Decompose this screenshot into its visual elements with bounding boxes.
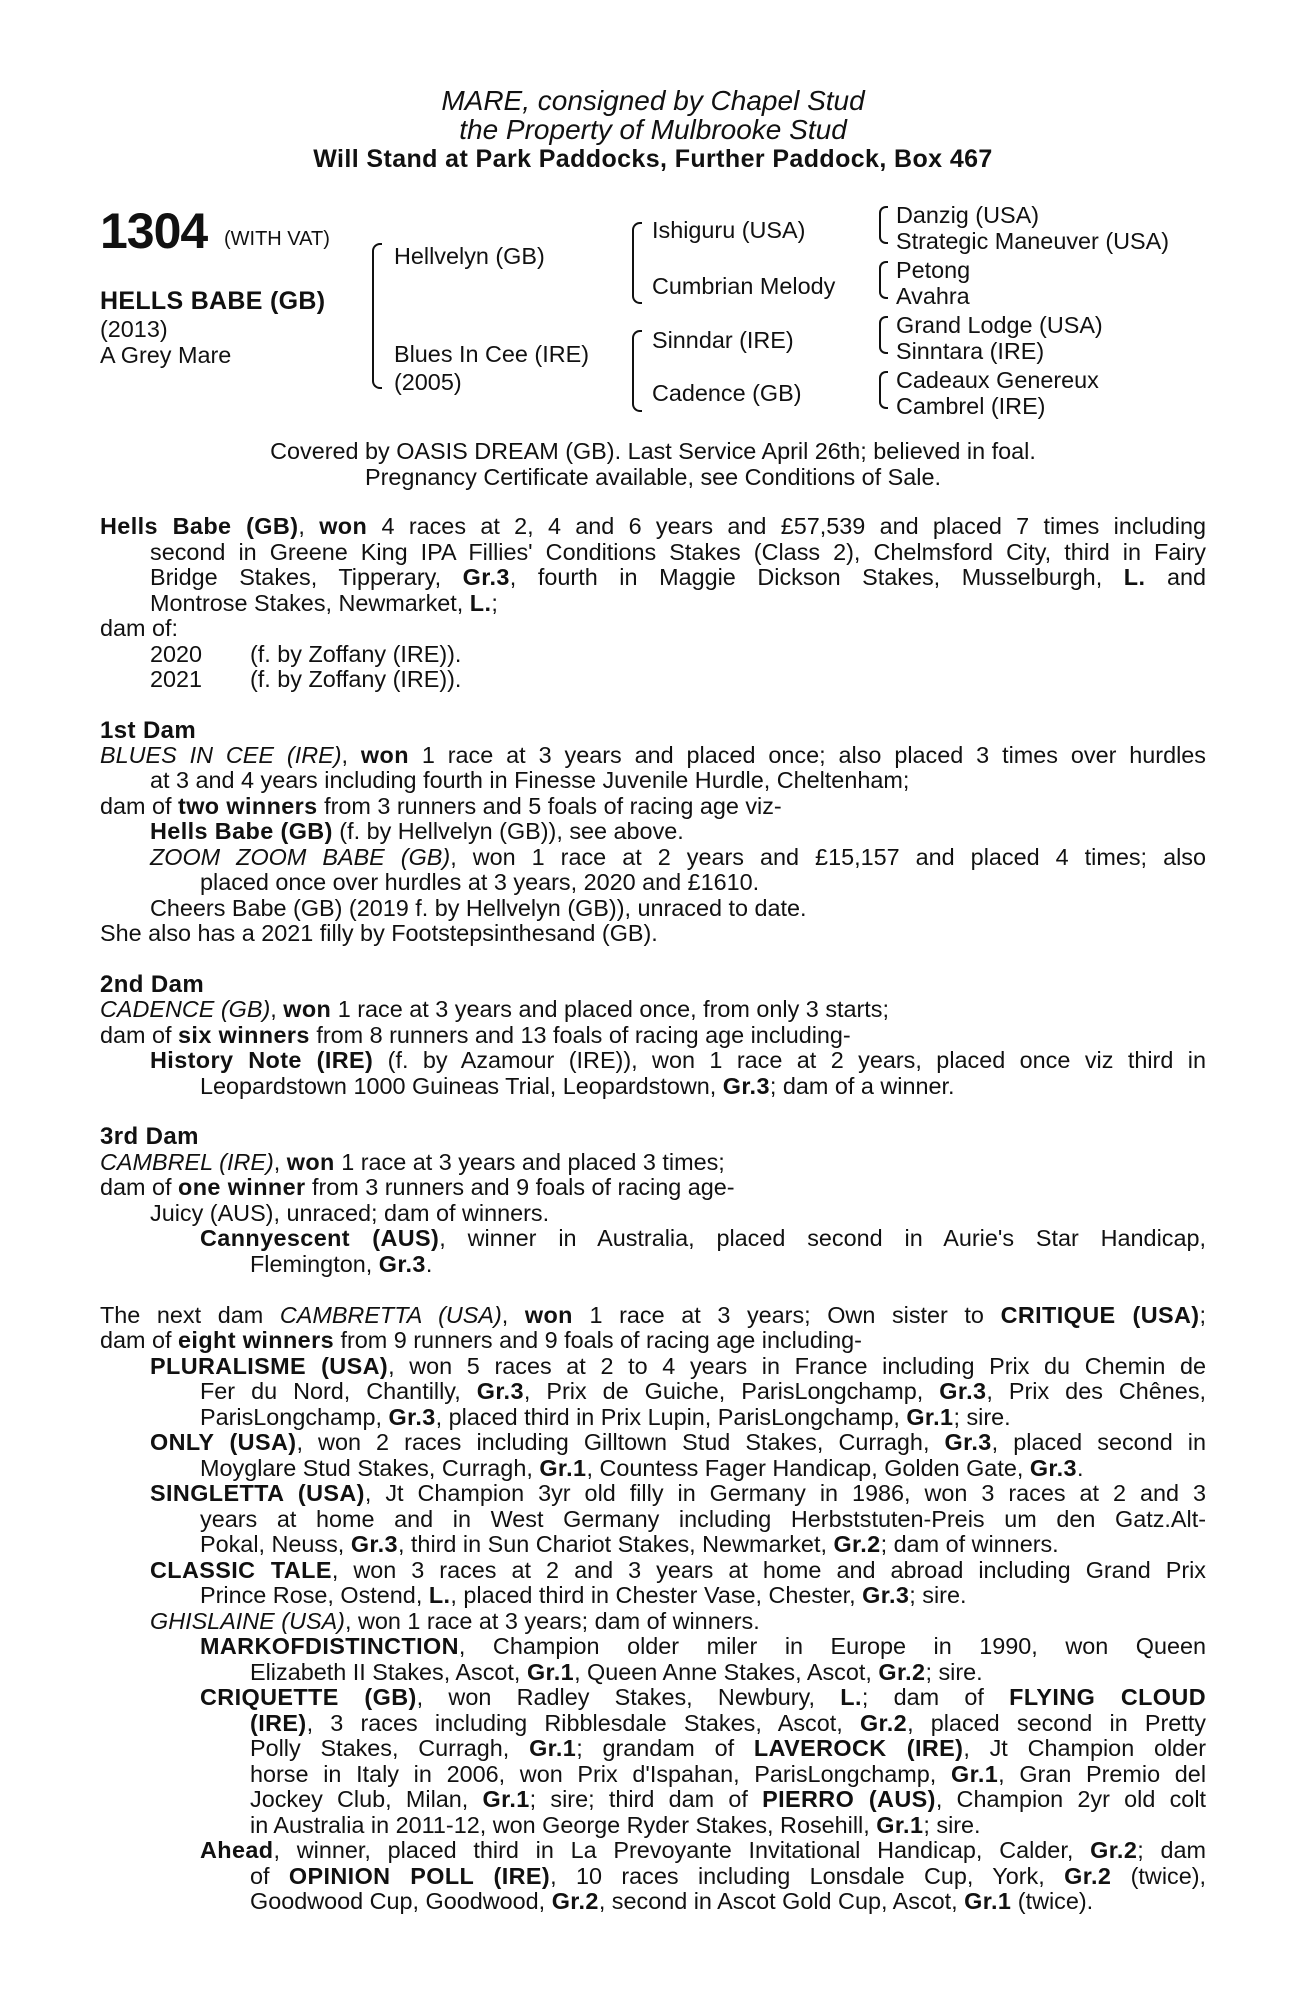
intro-line-4: Montrose Stakes, Newmarket, L.;: [150, 590, 498, 616]
header-location: Will Stand at Park Paddocks, Further Paddock, Box 467: [313, 145, 993, 173]
pedigree-brace-g3-4: [879, 371, 888, 409]
first-dam-line-2: at 3 and 4 years including fourth in Finesse Juvenile Hurdle, Cheltenham;: [150, 767, 910, 793]
third-dam-heading: 3rd Dam: [100, 1123, 199, 1150]
pedigree-brace-gen1: [372, 243, 382, 389]
third-dam-damof: dam of one winner from 3 runners and 9 foals of racing age-: [100, 1174, 735, 1200]
foal-desc-2020: (f. by Zoffany (IRE)).: [250, 641, 462, 667]
pedigree-sire-dam: Cumbrian Melody: [652, 273, 836, 299]
pedigree-brace-g3-3: [879, 316, 888, 354]
pedigree-gen3-4: Avahra: [896, 283, 970, 309]
markofdistinction-line-2: Elizabeth II Stakes, Ascot, Gr.1, Queen Anne Stakes, Ascot, Gr.2; sire.: [250, 1659, 983, 1685]
pluralisme-line-2: Fer du Nord, Chantilly, Gr.3, Prix de Guiche, ParisLongchamp, Gr.3, Prix des Chênes,: [200, 1378, 1207, 1404]
pedigree-gen3-2: Strategic Maneuver (USA): [896, 228, 1169, 254]
singletta-line-1: SINGLETTA (USA), Jt Champion 3yr old filly in Germany in 1986, won 3 races at 2 and 3: [150, 1480, 1206, 1506]
ahead-line-1: Ahead, winner, placed third in La Prevoyante Invitational Handicap, Calder, Gr.2; dam: [200, 1837, 1207, 1863]
pedigree-dam-sire: Sinndar (IRE): [652, 327, 794, 353]
first-dam-damof: dam of two winners from 3 runners and 5 foals of racing age viz-: [100, 793, 782, 819]
pedigree-brace-sire: [632, 222, 642, 304]
first-dam-produce-2: ZOOM ZOOM BABE (GB), won 1 race at 2 years and £15,157 and placed 4 times; also: [150, 844, 1206, 870]
intro-damof: dam of:: [100, 615, 179, 641]
foal-year-2020: 2020: [150, 641, 203, 667]
pedigree-brace-g3-2: [879, 261, 888, 299]
only-line-2: Moyglare Stud Stakes, Curragh, Gr.1, Countess Fager Handicap, Golden Gate, Gr.3.: [200, 1455, 1084, 1481]
pedigree-brace-g3-1: [879, 206, 888, 244]
criquette-line-1: CRIQUETTE (GB), won Radley Stakes, Newbury, L.; dam of FLYING CLOUD: [200, 1684, 1206, 1710]
ahead-line-3: Goodwood Cup, Goodwood, Gr.2, second in Ascot Gold Cup, Ascot, Gr.1 (twice).: [250, 1888, 1094, 1914]
first-dam-produce-3: Cheers Babe (GB) (2019 f. by Hellvelyn (GB)), unraced to date.: [150, 895, 807, 921]
header-consignor: MARE, consigned by Chapel Stud: [441, 85, 865, 116]
second-dam-damof: dam of six winners from 8 runners and 13 foals of racing age including-: [100, 1022, 851, 1048]
criquette-line-2: (IRE), 3 races including Ribblesdale Stakes, Ascot, Gr.2, placed second in Pretty: [250, 1710, 1206, 1736]
criquette-line-6: in Australia in 2011-12, won George Ryder Stakes, Rosehill, Gr.1; sire.: [250, 1812, 981, 1838]
first-dam-heading: 1st Dam: [100, 717, 197, 744]
horse-year: (2013): [100, 316, 168, 342]
header-property: the Property of Mulbrooke Stud: [459, 114, 847, 145]
criquette-line-4: horse in Italy in 2006, won Prix d'Ispahan, ParisLongchamp, Gr.1, Gran Premio del: [250, 1761, 1207, 1787]
only-line-1: ONLY (USA), won 2 races including Gilltown Stud Stakes, Curragh, Gr.3, placed second in: [150, 1429, 1206, 1455]
classic-tale-line-1: CLASSIC TALE, won 3 races at 2 and 3 years at home and abroad including Grand Prix: [150, 1557, 1207, 1583]
vat-label: (WITH VAT): [224, 228, 330, 250]
third-dam-produce-2: Cannyescent (AUS), winner in Australia, placed second in Aurie's Star Handicap,: [200, 1225, 1206, 1251]
pedigree-gen3-1: Danzig (USA): [896, 202, 1039, 228]
singletta-line-2: years at home and in West Germany including Herbststuten-Preis um den Gatz.Alt-: [200, 1506, 1206, 1532]
markofdistinction-line-1: MARKOFDISTINCTION, Champion older miler in Europe in 1990, won Queen: [200, 1633, 1206, 1659]
pedigree-brace-dam: [632, 330, 642, 412]
pedigree-gen3-5: Grand Lodge (USA): [896, 312, 1103, 338]
ghislaine-line: GHISLAINE (USA), won 1 race at 3 years; dam of winners.: [150, 1608, 760, 1634]
criquette-line-5: Jockey Club, Milan, Gr.1; sire; third dam of PIERRO (AUS), Champion 2yr old colt: [250, 1786, 1207, 1812]
pedigree-gen3-7: Cadeaux Genereux: [896, 367, 1099, 393]
third-dam-produce-1: Juicy (AUS), unraced; dam of winners.: [150, 1200, 550, 1226]
first-dam-produce-1: Hells Babe (GB) (f. by Hellvelyn (GB)), see above.: [150, 818, 684, 844]
foal-desc-2021: (f. by Zoffany (IRE)).: [250, 666, 462, 692]
singletta-line-3: Pokal, Neuss, Gr.3, third in Sun Chariot Stakes, Newmarket, Gr.2; dam of winners.: [200, 1531, 1059, 1557]
foal-year-2021: 2021: [150, 666, 203, 692]
pedigree-dam-dam: Cadence (GB): [652, 380, 802, 406]
pluralisme-line-3: ParisLongchamp, Gr.3, placed third in Prix Lupin, ParisLongchamp, Gr.1; sire.: [200, 1404, 1011, 1430]
lot-number: 1304: [100, 203, 208, 259]
covered-note: Covered by OASIS DREAM (GB). Last Service April 26th; believed in foal.: [270, 438, 1036, 464]
second-dam-produce-1: History Note (IRE) (f. by Azamour (IRE)), won 1 race at 2 years, placed once viz third in: [150, 1047, 1206, 1073]
intro-line-3: Bridge Stakes, Tipperary, Gr.3, fourth in Maggie Dickson Stakes, Musselburgh, L. and: [150, 564, 1206, 590]
ahead-line-2: of OPINION POLL (IRE), 10 races including Lonsdale Cup, York, Gr.2 (twice),: [250, 1863, 1207, 1889]
pedigree-gen3-3: Petong: [896, 257, 971, 283]
pedigree-sire-sire: Ishiguru (USA): [652, 217, 806, 243]
intro-line-1: Hells Babe (GB), won 4 races at 2, 4 and 6 years and £57,539 and placed 7 times including: [100, 513, 1206, 539]
first-dam-produce-4: She also has a 2021 filly by Footstepsinthesand (GB).: [100, 920, 658, 946]
third-dam-produce-2-line-2: Flemington, Gr.3.: [250, 1251, 433, 1277]
next-dam-line-1: The next dam CAMBRETTA (USA), won 1 race at 3 years; Own sister to CRITIQUE (USA);: [100, 1302, 1206, 1328]
second-dam-line-1: CADENCE (GB), won 1 race at 3 years and placed once, from only 3 starts;: [100, 996, 890, 1022]
third-dam-line-1: CAMBREL (IRE), won 1 race at 3 years and placed 3 times;: [100, 1149, 725, 1175]
pedigree-gen3-6: Sinntara (IRE): [896, 338, 1045, 364]
horse-name: HELLS BABE (GB): [100, 287, 326, 315]
catalogue-page: [100, 0, 1206, 2000]
next-dam-damof: dam of eight winners from 9 runners and 9 foals of racing age including-: [100, 1327, 862, 1353]
horse-description: A Grey Mare: [100, 342, 232, 368]
second-dam-heading: 2nd Dam: [100, 971, 205, 998]
pregnancy-note: Pregnancy Certificate available, see Conditions of Sale.: [365, 464, 941, 490]
pedigree-gen3-8: Cambrel (IRE): [896, 393, 1046, 419]
pluralisme-line-1: PLURALISME (USA), won 5 races at 2 to 4 years in France including Prix du Chemin de: [150, 1353, 1206, 1379]
pedigree-dam-year: (2005): [394, 369, 462, 395]
first-dam-produce-2-line-2: placed once over hurdles at 3 years, 2020 and £1610.: [200, 869, 760, 895]
criquette-line-3: Polly Stakes, Curragh, Gr.1; grandam of LAVEROCK (IRE), Jt Champion older: [250, 1735, 1206, 1761]
first-dam-line-1: BLUES IN CEE (IRE), won 1 race at 3 years and placed once; also placed 3 times over hurdles: [100, 742, 1207, 768]
pedigree-sire: Hellvelyn (GB): [394, 243, 545, 269]
intro-line-2: second in Greene King IPA Fillies' Conditions Stakes (Class 2), Chelmsford City, third in Fairy: [150, 539, 1206, 565]
second-dam-produce-1-line-2: Leopardstown 1000 Guineas Trial, Leopardstown, Gr.3; dam of a winner.: [200, 1073, 955, 1099]
pedigree-dam: Blues In Cee (IRE): [394, 341, 589, 367]
classic-tale-line-2: Prince Rose, Ostend, L., placed third in Chester Vase, Chester, Gr.3; sire.: [200, 1582, 967, 1608]
